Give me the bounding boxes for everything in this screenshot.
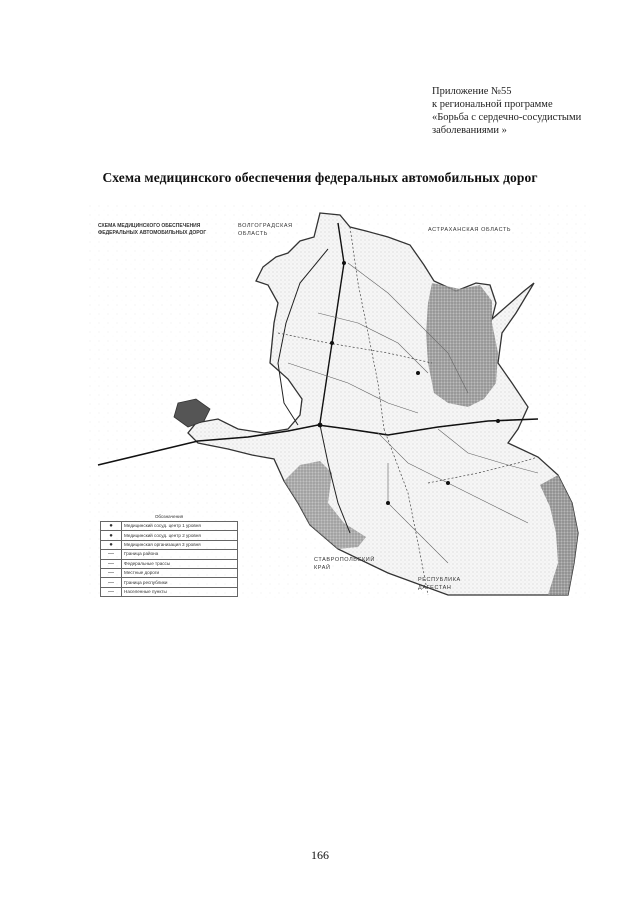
appendix-line: Приложение №55: [432, 86, 512, 97]
legend-table: [100, 521, 238, 597]
legend-symbol: —: [101, 578, 122, 587]
legend-symbol: ●: [101, 522, 122, 531]
legend-symbol: —: [101, 550, 122, 559]
medical-center-marker: [446, 481, 450, 485]
appendix-line: «Борьба с сердечно-сосудистыми: [432, 112, 582, 123]
region-label-dagestan: РЕСПУБЛИКА: [418, 577, 461, 583]
legend-label: Граница республики: [122, 578, 238, 587]
region-label-stavropol: СТАВРОПОЛЬСКИЙ: [314, 557, 375, 563]
region-label-volgograd: ОБЛАСТЬ: [238, 231, 269, 237]
legend-symbol: —: [101, 559, 122, 568]
legend-row: [101, 587, 238, 596]
region-label-dagestan: ДАГЕСТАН: [418, 585, 452, 591]
region-label-stavropol: КРАЙ: [314, 565, 331, 571]
legend-row: [101, 540, 238, 549]
legend-label: Медицинский сосуд. центр 1 уровня: [122, 522, 238, 531]
legend-row: [101, 578, 238, 587]
medical-center-marker: [318, 423, 323, 428]
legend-label: Медицинский сосуд. центр 2 уровня: [122, 531, 238, 540]
medical-center-marker: [386, 501, 390, 505]
medical-center-marker: [416, 371, 420, 375]
map-inner-title: ФЕДЕРАЛЬНЫХ АВТОМОБИЛЬНЫХ ДОРОГ: [98, 230, 207, 236]
legend-label: Медицинская организация 3 уровня: [122, 540, 238, 549]
page-number: 166: [311, 848, 329, 862]
legend-symbol: ●: [101, 531, 122, 540]
legend-label: Федеральные трассы: [122, 559, 238, 568]
legend-row: [101, 559, 238, 568]
map-legend: [100, 512, 238, 597]
legend-label: Населенные пункты: [122, 587, 238, 596]
medical-center-marker: [342, 261, 346, 265]
legend-row: [101, 522, 238, 531]
legend-symbol: —: [101, 587, 122, 596]
legend-header: Обозначения: [154, 514, 184, 519]
legend-label: Граница района: [122, 550, 238, 559]
eastern-shaded-area: [426, 283, 498, 407]
legend-row: [101, 550, 238, 559]
legend-row: [101, 531, 238, 540]
appendix-note: [432, 85, 632, 137]
map-inner-title: СХЕМА МЕДИЦИНСКОГО ОБЕСПЕЧЕНИЯ: [98, 223, 201, 229]
document-title: Схема медицинского обеспечения федеральных автомобильных дорог: [102, 170, 538, 185]
appendix-line: заболеваниями »: [432, 125, 507, 136]
legend-label: Местные дороги: [122, 568, 238, 577]
medical-center-marker: [330, 341, 334, 345]
medical-center-marker: [496, 419, 500, 423]
region-label-volgograd: ВОЛГОГРАДСКАЯ: [238, 223, 293, 229]
appendix-line: к региональной программе: [432, 99, 553, 110]
region-label-astrakhan: АСТРАХАНСКАЯ ОБЛАСТЬ: [428, 227, 512, 233]
legend-row: [101, 568, 238, 577]
legend-symbol: —: [101, 568, 122, 577]
legend-symbol: ●: [101, 540, 122, 549]
